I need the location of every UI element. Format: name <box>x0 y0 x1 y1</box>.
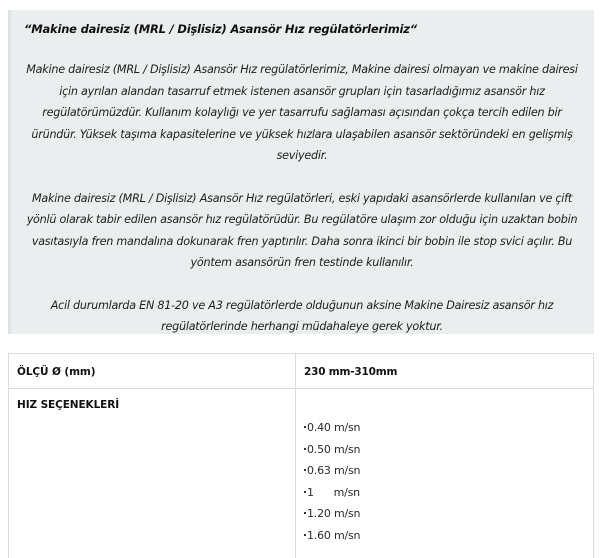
speed-option-text: 1.20 m/sn <box>307 507 361 521</box>
description-paragraph-2: Makine dairesiz (MRL / Dişlisiz) Asansör Hız regülatörleri, eski yapıdaki asansörlerde kullanılan ve çift yönlü olarak tabir edilen asansör hız regülatörüdür. Bu regülatöre ulaşım zor olduğu için uzaktan bobin vasıtasıyla fren mandalına dokunarak fren yaptırılır. Daha sonra ikinci bir bobin ile stop svici açılır. Bu yöntem asansörün fren testinde kullanılır. <box>26 191 578 269</box>
product-description-quote <box>8 10 594 334</box>
speed-option-text: 0.63 m/sn <box>307 464 361 478</box>
speed-option-text: 0.40 m/sn <box>307 421 361 434</box>
spec-table <box>8 353 594 558</box>
speed-option <box>304 439 585 461</box>
bullet-icon <box>304 491 306 493</box>
speed-option-text: 0.50 m/sn <box>307 442 361 456</box>
table-row-size <box>9 354 594 389</box>
bullet-icon <box>304 448 306 450</box>
speed-options-label: HIZ SEÇENEKLERİ <box>17 399 120 411</box>
table-row-speed-options <box>9 389 594 558</box>
speed-options-list <box>304 389 585 547</box>
description-paragraph-3: Acil durumlarda EN 81-20 ve A3 regülatörlerde olduğunun aksine Makine Dairesiz asansör hız regülatörlerinde herhangi müdahaleye gerek yoktur. <box>50 298 554 333</box>
table-cell-value <box>296 354 594 389</box>
size-value: 230 mm-310mm <box>304 365 398 378</box>
bullet-icon <box>304 469 306 471</box>
speed-option <box>304 460 585 482</box>
speed-option <box>304 525 585 547</box>
bullet-icon <box>304 426 306 428</box>
size-label: ÖLÇÜ Ø (mm) <box>17 365 96 378</box>
speed-option <box>304 417 585 439</box>
speed-option <box>304 503 585 525</box>
speed-option-text: 1.60 m/sn <box>307 528 361 542</box>
description-paragraph-1: Makine dairesiz (MRL / Dişlisiz) Asansör Hız regülatörlerimiz, Makine dairesi olmayan ve makine dairesi için ayrılan alandan tasarruf etmek istenen asansör grupları için tasarladığımız asansör hız regülatörümüzdür. Kullanım kolaylığı ve yer tasarrufu sağlaması açısından çokça tercih edilen bir üründür. Yüksek taşıma kapasitelerine ve yüksek hızlara ulaşabilen asansör sektöründeki en gelişmiş seviyedir. <box>26 63 578 162</box>
table-cell-label <box>9 389 296 558</box>
speed-option-text: 1 m/sn <box>307 485 360 499</box>
table-cell-value <box>296 389 594 558</box>
speed-option <box>304 482 585 504</box>
bullet-icon <box>304 512 306 514</box>
table-cell-label <box>9 354 296 389</box>
quote-title: “Makine dairesiz (MRL / Dişlisiz) Asansör Hız regülatörlerimiz“ <box>24 22 417 36</box>
bullet-icon <box>304 534 306 536</box>
